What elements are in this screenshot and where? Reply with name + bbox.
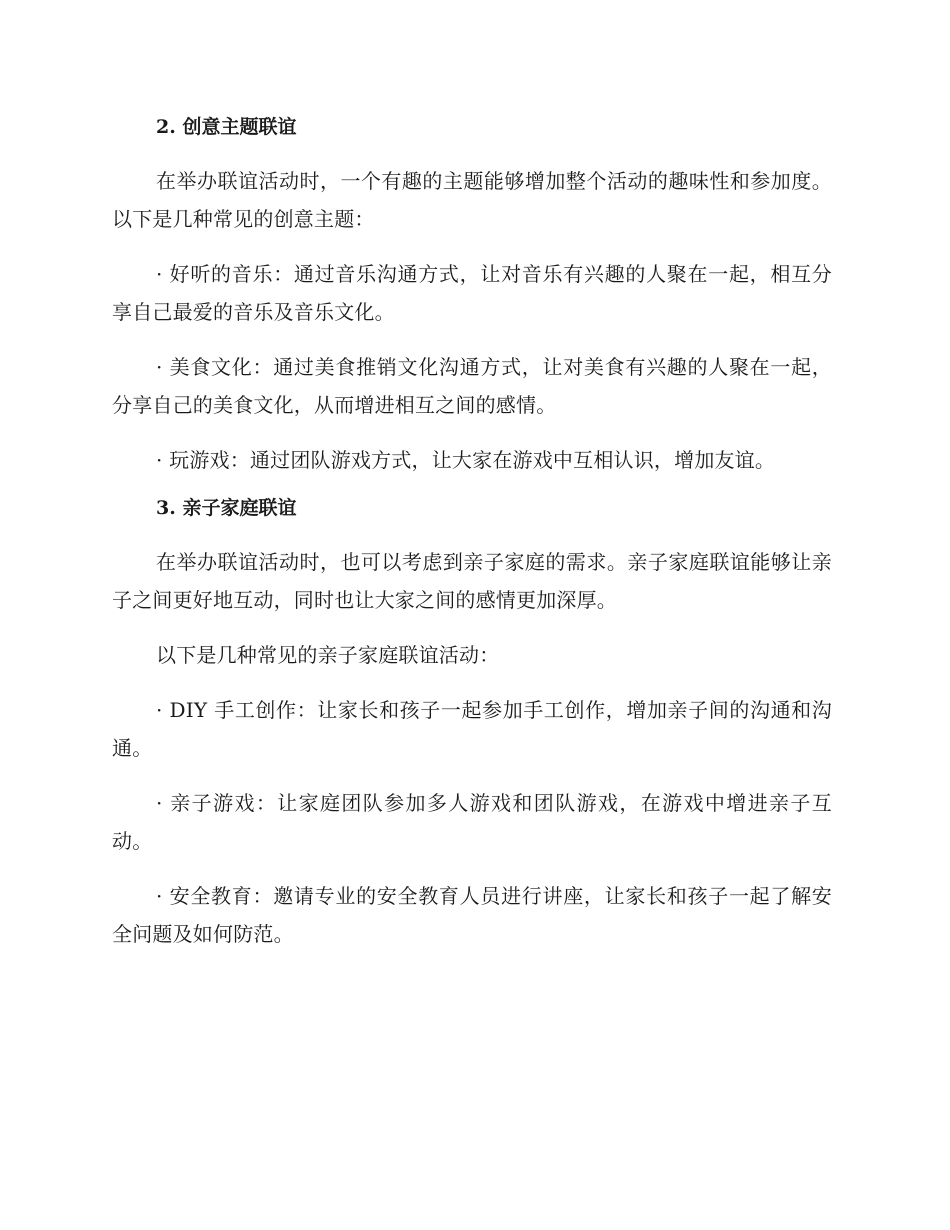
bullet-food-culture: · 美食文化：通过美食推销文化沟通方式，让对美食有兴趣的人聚在一起，分享自己的美食文化，从而增进相互之间的感情。 xyxy=(112,355,832,417)
paragraph-theme-intro: 在举办联谊活动时，一个有趣的主题能够增加整个活动的趣味性和参加度。以下是几种常见的创意主题： xyxy=(112,169,832,231)
bullet-diy-craft: · DIY 手工创作：让家长和孩子一起参加手工创作，增加亲子间的沟通和沟通。 xyxy=(112,698,832,760)
paragraph-family-intro: 在举办联谊活动时，也可以考虑到亲子家庭的需求。亲子家庭联谊能够让亲子之间更好地互动，同时也让大家之间的感情更加深厚。 xyxy=(112,550,832,612)
document-body xyxy=(112,112,832,953)
bullet-games: · 玩游戏：通过团队游戏方式，让大家在游戏中互相认识，增加友谊。 xyxy=(156,448,776,472)
bullet-music: · 好听的音乐：通过音乐沟通方式，让对音乐有兴趣的人聚在一起，相互分享自己最爱的音乐及音乐文化。 xyxy=(112,262,832,324)
paragraph-family-list-intro: 以下是几种常见的亲子家庭联谊活动： xyxy=(156,643,500,667)
bullet-family-games: · 亲子游戏：让家庭团队参加多人游戏和团队游戏，在游戏中增进亲子互动。 xyxy=(112,791,832,853)
bullet-safety-education: · 安全教育：邀请专业的安全教育人员进行讲座，让家长和孩子一起了解安全问题及如何防范。 xyxy=(112,884,832,946)
section-heading-creative-theme: 2. 创意主题联谊 xyxy=(156,116,297,138)
section-heading-family: 3. 亲子家庭联谊 xyxy=(156,497,297,519)
